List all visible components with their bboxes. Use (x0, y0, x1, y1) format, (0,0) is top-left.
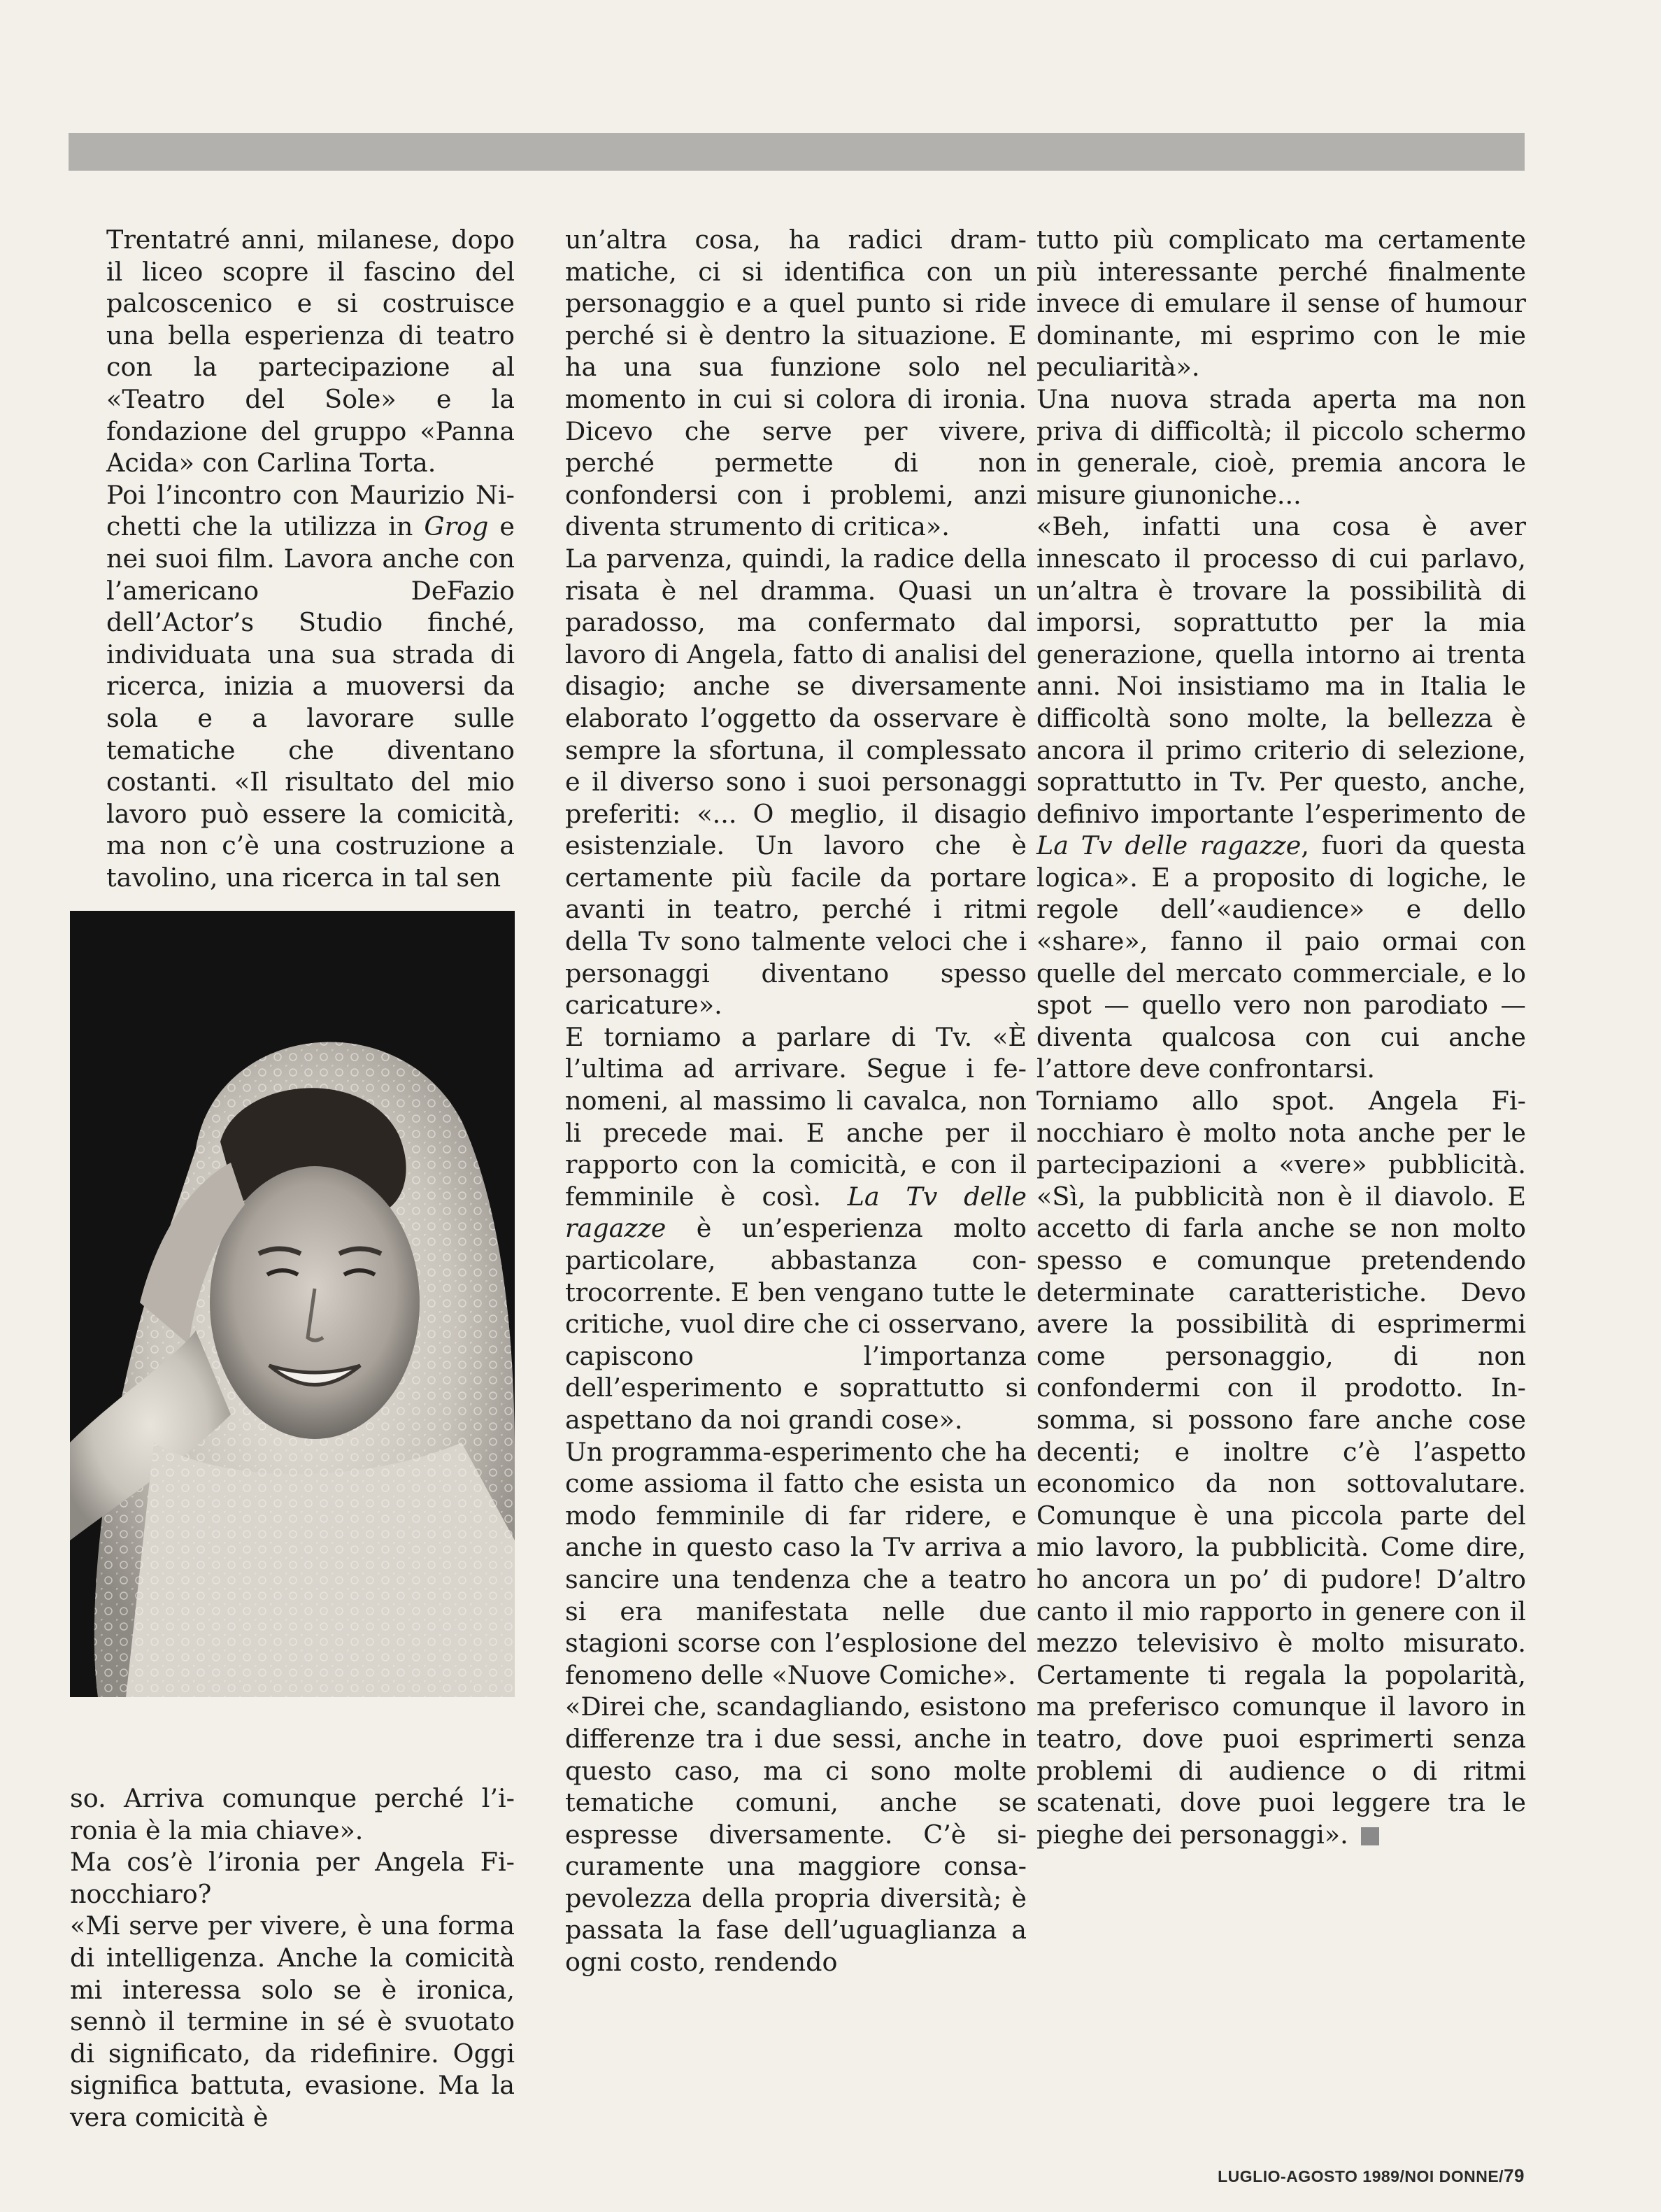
paragraph: Un programma-esperimento che ha come assioma il fatto che esista un modo femminile di far ridere, e anche in questo caso la Tv arriva a sancire una tendenza che a teatro si era manifestata nelle due stagioni scorse con l’esplosione del fenomeno delle «Nuove Comiche». (565, 1436, 1027, 1690)
paragraph: Torniamo allo spot. Angela Finocchiaro è molto nota anche per le partecipazioni a «vere» pubblicità. «Sì, la pubblicità non è il diavolo. E accetto di farla anche se non molto spesso e comunque pretendendo determinate caratteristiche. Devo avere la possibilità di esprimermi come personaggio, di non confondermi con il prodotto. Insomma, si possono fare anche cose decenti; e inoltre c’è l’aspetto economico da non sottovalutare. Comunque è una piccola parte del mio lavoro, la pubblicità. Come dire, ho ancora un po’ di pudore! D’altro canto il mio rapporto in genere con il mezzo televisivo è molto misurato. Certamente ti regala la popolarità, ma preferisco comunque il lavoro in teatro, dove puoi esprimerti senza problemi di audience o di ritmi scatenati, dove puoi leggere tra le pieghe dei personaggi». (1036, 1086, 1526, 1850)
column-3 (1036, 224, 1526, 1850)
paragraph: «Direi che, scandagliando, esistono differenze tra i due sessi, anche in questo caso, ma ci sono molte tematiche comuni, anche se espresse diversamente. C’è sicuramente una maggiore consapevolezza della propria diversità; è passata la fase dell’uguaglianza a ogni costo, rendendo (565, 1692, 1027, 1978)
italic-title: La Tv delle ragazze (1036, 830, 1302, 861)
header-band (69, 133, 1525, 171)
column-2 (565, 224, 1027, 1978)
paragraph: so. Arriva comunque perché l’ironia è la mia chiave». (70, 1783, 515, 1845)
portrait-photo (70, 911, 515, 1697)
woman-with-lace-veil-image (70, 911, 515, 1697)
column-1-top (106, 224, 515, 893)
paragraph: Trentatré anni, milanese, dopo il liceo scopre il fascino del palcoscenico e si costruisce una bella esperienza di teatro con la partecipazione al «Teatro del Sole» e la fondazione del gruppo «Panna Acida» con Carlina Torta. (106, 225, 515, 478)
paragraph: Una nuova strada aperta ma non priva di difficoltà; il piccolo schermo in generale, cioè, premia ancora le misure giunoniche... (1036, 383, 1526, 510)
paragraph: E torniamo a parlare di Tv. «È l’ultima ad arrivare. Segue i fenomeni, al massimo li cavalca, non li precede mai. E anche per il rapporto con la comicità, e con il femminile è così. La Tv delle ragazze è un’esperienza molto particolare, abbastanza controcorrente. E ben vengano tutte le critiche, vuol dire che ci osservano, capiscono l’importanza dell’esperimento e soprattutto si aspettano da noi grandi cose». (565, 1021, 1027, 1435)
page-number: 79 (1504, 2165, 1525, 2186)
italic-title: Grog (424, 511, 489, 542)
paragraph: La parvenza, quindi, la radice della risata è nel dramma. Quasi un paradosso, ma confermato dal lavoro di Angela, fatto di analisi del disagio; anche se diversamente elaborato l’oggetto da osservare è sempre la sfortuna, il complessato e il diverso sono i suoi personaggi preferiti: «... O meglio, il disagio esistenziale. Un lavoro che è certamente più facile da portare avanti in teatro, perché i ritmi della Tv sono talmente veloci che i personaggi diventano spesso caricature». (565, 543, 1027, 1021)
paragraph: Ma cos’è l’ironia per Angela Finocchiaro? (70, 1847, 515, 1909)
italic-title: La Tv delle ragazze (565, 1181, 1027, 1244)
paragraph: «Beh, infatti una cosa è aver innescato il processo di cui parlavo, un’altra è trovare la possibilità di imporsi, soprattutto per la mia generazione, quella intorno ai trenta anni. Noi insistiamo ma in Italia le difficoltà sono molte, la bellezza è ancora il primo criterio di selezione, soprattutto in Tv. Per questo, anche, definivo importante l’esperimento de La Tv delle ragazze, fuori da questa logica». E a proposito di logiche, le regole dell’«audience» e dello «share», fanno il paio ormai con quelle del mercato commerciale, e lo spot — quello vero non parodiato — diventa qualcosa con cui anche l’attore deve confrontarsi. (1036, 511, 1526, 1084)
footer-issue: LUGLIO-AGOSTO 1989/NOI DONNE/ (1218, 2167, 1504, 2185)
end-of-article-mark (1361, 1827, 1379, 1845)
paragraph: un’altra cosa, ha radici drammatiche, ci si identifica con un personaggio e a quel punto si ride perché si è dentro la situazione. E ha una sua funzione solo nel momento in cui si colora di ironia. Dicevo che serve per vivere, perché permette di non confondersi con i problemi, anzi diventa strumento di critica». (565, 225, 1027, 542)
page-footer (1218, 2165, 1525, 2187)
paragraph: «Mi serve per vivere, è una forma di intelligenza. Anche la comicità mi interessa solo se è ironica, sennò il termine in sé è svuotato di significato, da ridefinire. Oggi significa battuta, evasione. Ma la vera comicità è (70, 1910, 515, 2132)
paragraph: tutto più complicato ma certamente più interessante perché finalmente invece di emulare il sense of humour dominante, mi esprimo con le mie peculiarità». (1036, 225, 1526, 383)
column-1-bottom (70, 1782, 515, 2134)
paragraph: Poi l’incontro con Maurizio Nichetti che la utilizza in Grog e nei suoi film. Lavora anche con l’americano DeFazio dell’Actor’s Studio finché, individuata una sua strada di ricerca, inizia a muoversi da sola e a lavorare sulle tematiche che diventano costanti. «Il risultato del mio lavoro può essere la comicità, ma non c’è una costruzione a tavolino, una ricerca in tal sen (106, 479, 515, 893)
